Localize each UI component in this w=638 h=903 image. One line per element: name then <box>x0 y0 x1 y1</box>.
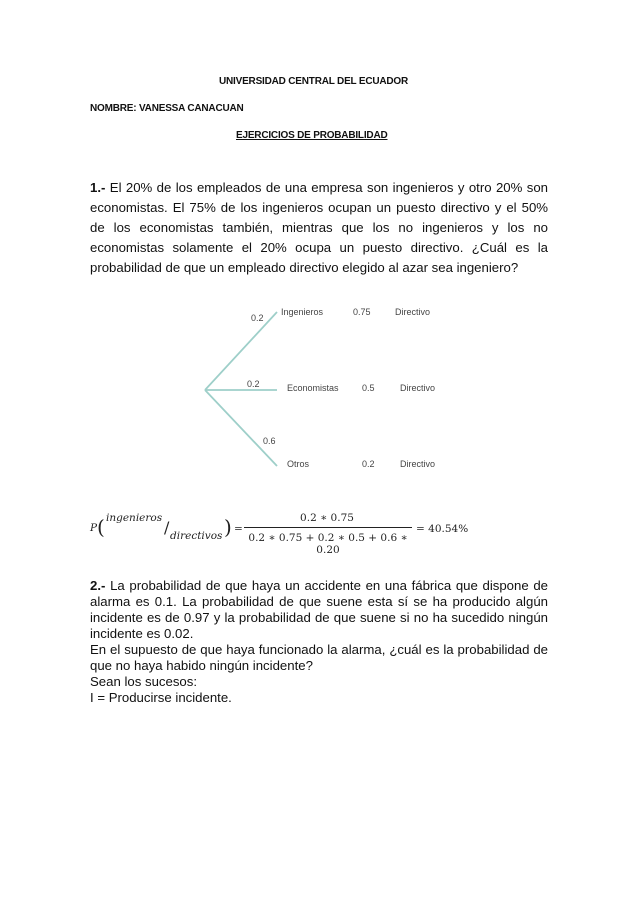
problem-2-number: 2.- <box>90 578 106 593</box>
formula-result: = 40.54% <box>416 523 469 535</box>
probability-tree-diagram <box>195 298 455 478</box>
problem-1-number: 1.- <box>90 180 106 195</box>
problem-2 <box>90 578 548 642</box>
formula-fraction-bar <box>244 527 412 528</box>
problem-1 <box>90 178 548 278</box>
document-subtitle: EJERCICIOS DE PROBABILIDAD <box>236 130 388 141</box>
tree-branch-ingenieros <box>205 312 277 390</box>
tree-outcome-3: Directivo <box>400 459 436 469</box>
formula-p: P <box>90 522 98 534</box>
tree-prob-2: 0.2 <box>247 379 260 389</box>
formula-fraction-denominator: 0.2 ∗ 0.75 + 0.2 ∗ 0.5 + 0.6 ∗ 0.20 <box>248 532 408 556</box>
tree-outcome-2: Directivo <box>400 383 436 393</box>
formula-slash: / <box>164 518 170 537</box>
problem-2-text: La probabilidad de que haya un accidente en una fábrica que dispone de alarma es 0.1. La probabilidad de que suene esta sí se ha producido algún incidente es de 0.97 y la probabilidad de que suene si no ha sucedido ningún incidente es 0.02. <box>90 578 549 641</box>
formula-fraction-numerator: 0.2 ∗ 0.75 <box>300 512 354 524</box>
formula-close-paren: ) <box>224 515 232 539</box>
tree-label-2: Economistas <box>287 383 339 393</box>
tree-branch-otros <box>205 390 277 466</box>
problem-2-question: En el supuesto de que haya funcionado la alarma, ¿cuál es la probabilidad de que no haya habido ningún incidente? <box>90 642 548 673</box>
problem-2-events-intro: Sean los sucesos: <box>90 674 198 689</box>
tree-prob-1: 0.2 <box>251 313 264 323</box>
formula-open-paren: ( <box>97 515 105 539</box>
formula-equals: = <box>234 523 243 535</box>
formula-cond-numerator: ingenieros <box>106 512 163 524</box>
formula-cond-denominator: directivos <box>170 530 223 542</box>
tree-outcome-1: Directivo <box>395 307 431 317</box>
tree-cond-3: 0.2 <box>362 459 375 469</box>
tree-label-1: Ingenieros <box>281 307 324 317</box>
student-name: NOMBRE: VANESSA CANACUAN <box>90 103 244 114</box>
tree-prob-3: 0.6 <box>263 436 276 446</box>
university-title: UNIVERSIDAD CENTRAL DEL ECUADOR <box>219 76 409 87</box>
tree-label-3: Otros <box>287 459 310 469</box>
problem-2-event-i: I = Producirse incidente. <box>90 690 232 705</box>
bayes-formula <box>90 510 550 556</box>
tree-cond-2: 0.5 <box>362 383 375 393</box>
tree-cond-1: 0.75 <box>353 307 371 317</box>
problem-1-text: El 20% de los empleados de una empresa son ingenieros y otro 20% son economistas. El 75% de los ingenieros ocupan un puesto directivo y el 50% de los economistas también, mientras que los no ingenieros y los no economistas solamente el 20% ocupa un puesto directivo. ¿Cuál es la probabilidad de que un empleado directivo elegido al azar sea ingeniero? <box>90 180 548 275</box>
